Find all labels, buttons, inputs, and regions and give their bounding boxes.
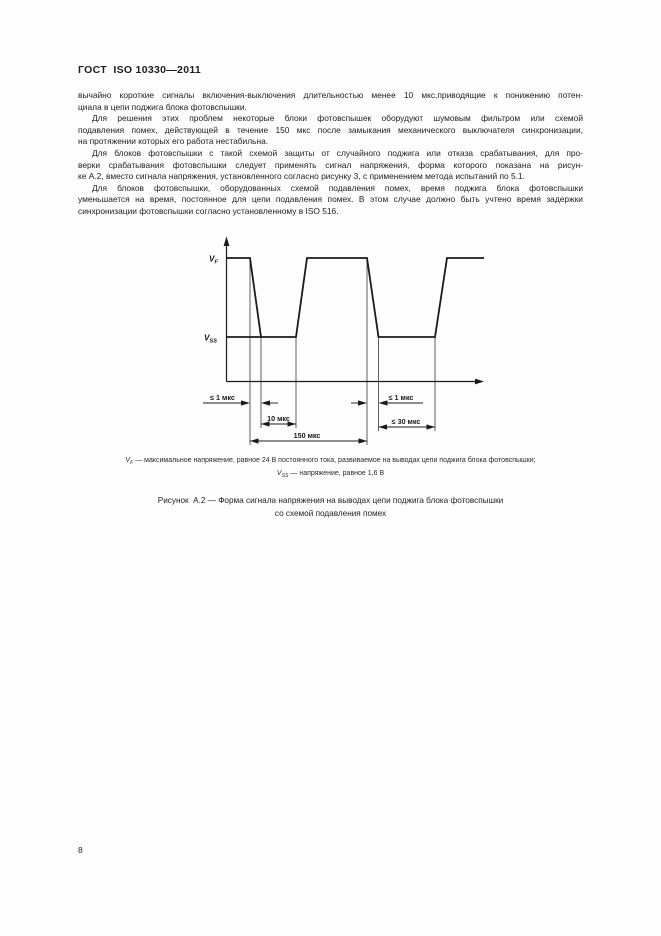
body-line: Для блоков фотовспышки с такой схемой защиты от случайного поджига или отказа срабатывания, для про- [92,147,583,158]
figure-caption-line2: со схемой подавления помех [274,509,387,518]
vss-symbol: V [204,333,210,343]
page-header: ГОСТ ISO 10330—2011 [78,64,202,76]
waveform-diagram [195,234,495,450]
legend-vss-text: — напряжение, равное 1,6 В [288,470,385,477]
vf-axis-label [209,255,218,266]
legend-vss-symbol: V [276,470,282,477]
voltage-waveform [227,258,485,337]
page-number: 8 [78,845,83,855]
dim-period-label: 150 мкс [293,431,321,440]
body-line: циала в цепи поджига блока фотовспышки. [78,101,247,112]
body-line: синхронизации фотовспышки согласно установленному в ISO 516. [78,205,339,216]
legend-vf-text: — максимальное напряжение, равное 24 В постоянного тока, развиваемое на выводах цепи поджига блока фотовспышки; [133,457,536,464]
figure-legend-vss [0,470,661,477]
body-line: ке А.2, вместо сигнала напряжения, установленного согласно рисунку 3, с применением метода испытаний по 5.1. [78,171,525,182]
body-text [78,90,583,218]
x-axis-arrowhead-icon [475,379,484,385]
waveform-figure [195,234,495,450]
body-line: Для решения этих проблем некоторые блоки фотовспышек оборудуют шумовым фильтром или схемой [92,113,583,124]
body-line: верки срабатывания фотовспышки следует применять сигнал напряжения, форма которого показана на рисун- [78,159,583,170]
body-line: подавления помех, действующей в течение 150 мкс после замыкания механического выключателя синхронизации, [78,124,583,135]
vf-subscript: F [214,259,218,266]
vss-subscript: SS [209,338,217,345]
body-line: Для блоков фотовспышки, оборудованных схемой подавления помех, время поджига блока фотовспышки [92,182,583,193]
dim-low2-label: ≤ 30 мкс [391,417,421,426]
vf-symbol: V [209,254,215,264]
figure-caption-line1: Рисунок А.2 — Форма сигнала напряжения на выводах цепи поджига блока фотовспышки [157,496,504,505]
dim-fall2-label: ≤ 1 мкс [388,393,414,402]
body-line: уменьшается на время, постоянное для цепи подавления помех. В этом случае должно быть учтено время задержки [78,194,583,205]
figure-legend-vf [0,457,661,464]
legend-vss-subscript: SS [281,472,289,479]
legend-vf-symbol: V [125,457,131,464]
body-line: вычайно короткие сигналы включения-выключения длительностью менее 10 мкс,приводящие к понижению потен- [78,90,583,100]
vss-axis-label [204,334,217,345]
dim-low1-label: 10 мкс [267,414,290,423]
dim-fall1-label: ≤ 1 мкс [210,393,235,402]
body-line: на протяжении которых его работа нестабильна. [78,136,269,147]
y-axis-arrowhead-icon [224,237,230,247]
legend-vf-subscript: F [130,459,134,466]
